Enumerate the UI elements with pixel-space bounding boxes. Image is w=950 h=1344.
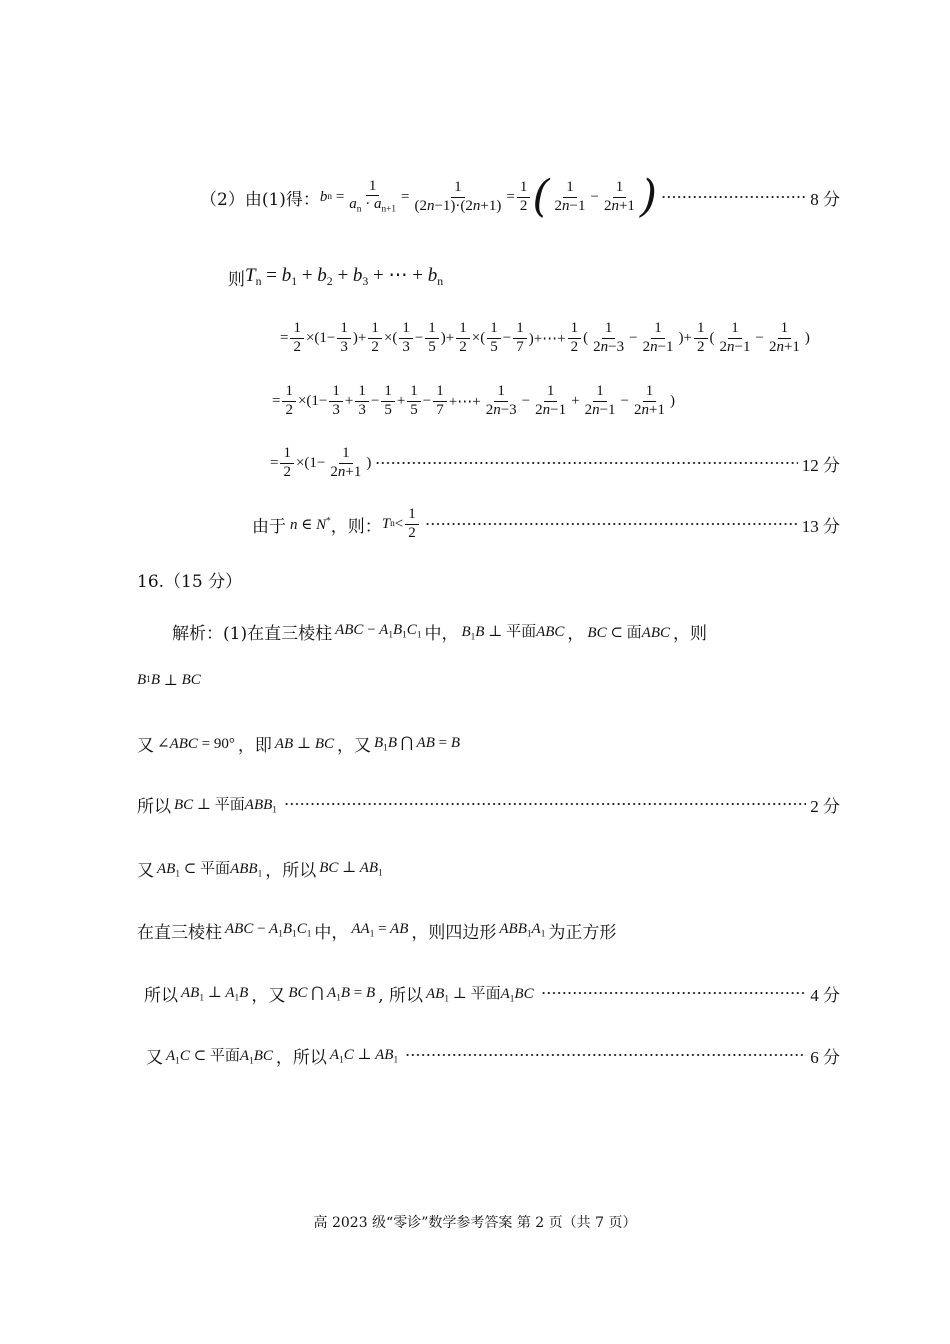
page-footer: 高 2023 级“零诊”数学参考答案 第 2 页（共 7 页） — [313, 1215, 637, 1231]
tn-prefix: 则 — [228, 269, 245, 290]
score-12: 12 分 — [801, 455, 840, 475]
score-6: 6 分 — [810, 1047, 840, 1067]
expansion-line-3: = $\frac{1}{2}$ ×(1− $\frac{1}{2n+1}$ ) 12 分 — [270, 444, 840, 480]
tn-formula: $T_n = b_1 + b_2 + b_3$ + ⋯ + $b_n$ — [245, 265, 444, 289]
score-8: 8 分 — [810, 189, 840, 209]
conclusion-mid: ，则： — [330, 516, 382, 537]
leader-dots — [541, 992, 807, 994]
tn-line — [228, 262, 443, 292]
part2-line — [200, 172, 840, 222]
leader-dots — [661, 196, 806, 198]
expansion-line-2: = $\frac{1}{2}$ ×(1− $\frac{1}{3}$ + $\frac{1}{3}$ − $\frac{1}{5}$ + $\frac{1}{5}$ − $\frac{1}{7}$ +⋯+ $\frac{1}{2n-3}$ − $\frac{1}{2n-1}$ + $\frac{1}{2n-1}$ − $\frac{1}{2n+1}$ ) — [272, 382, 675, 418]
leader-dots — [405, 1054, 806, 1056]
q16-prism-line: 在直三棱柱 ABC − $A_1B_1C_1$ 中， $AA_1$ = AB ，则四边形 $ABB_1A_1$ 为正方形 — [137, 920, 617, 943]
leader-dots — [284, 803, 806, 805]
part2-label: （2）由(1)得： — [200, 189, 320, 210]
q16-intro: 解析：(1)在直三棱柱 ABC − $A_1B_1C_1$ 中， $B_1B$ ⊥ 平面ABC ， BC ⊂ 面ABC ，则 — [172, 621, 708, 644]
q16-again-line: 又 $AB_1$ ⊂ 平面$ABB_1$ ，所以 BC ⊥ $AB_1$ — [137, 859, 383, 881]
bn-formula: b n = $\frac{1}{a_n \cdot a_{n+1}}$ = $\frac{1}{(2n-1)\cdot(2n+1)}$ = $\frac{1}{2}$ ( $\frac{1}{2n-1}$ − $\frac{1}{2n+1}$ ) — [319, 171, 658, 222]
leader-dots — [375, 462, 797, 464]
conclusion-line — [252, 503, 840, 545]
score-2: 2 分 — [810, 796, 840, 816]
tn-bound: T n < $\frac{1}{2}$ — [382, 507, 421, 542]
conclusion-prefix: 由于 — [252, 516, 286, 537]
score-13: 13 分 — [801, 516, 840, 536]
q16-heading: 16.（15 分） — [137, 571, 243, 592]
q16-so1-line: 所以 BC ⊥ 平面$ABB_1$ 2 分 — [137, 791, 840, 817]
q16-b1b-perp-bc: B 1 B ⊥ BC — [137, 671, 201, 689]
leader-dots — [425, 523, 798, 525]
score-4: 4 分 — [810, 985, 840, 1005]
n-in-N: n ∈ N* — [290, 515, 331, 533]
q16-angle-line: 又 ∠ABC = 90° ，即 AB ⊥ BC ，又 $B_1B$ ⋂ AB = B — [137, 734, 461, 756]
q16-final-line: 又 $A_1C$ ⊂ 平面$A_1BC$ ，所以 $A_1C$ ⊥ $AB_1$ 6 分 — [146, 1042, 840, 1068]
q16-so2-line: 所以 $AB_1$ ⊥ $A_1B$ ，又 BC ⋂ $A_1B = B$ , 所以 $AB_1$ ⊥ 平面$A_1BC$ 4 分 — [144, 980, 840, 1006]
expansion-line-1: = $\frac{1}{2}$ ×(1− $\frac{1}{3}$ )+ $\frac{1}{2}$ ×( $\frac{1}{3}$ − $\frac{1}{5}$ )+ $\frac{1}{2}$ ×( $\frac{1}{5}$ − $\frac{1}{7}$ )+⋯+ $\frac{1}{2}$ ( $\frac{1}{2n-3}$ − $\frac{1}{2n-1}$ )+ $\frac{1}{2}$ ( $\frac{1}{2n-1}$ − $\frac{1}{2n+1}$ ) — [280, 319, 810, 355]
